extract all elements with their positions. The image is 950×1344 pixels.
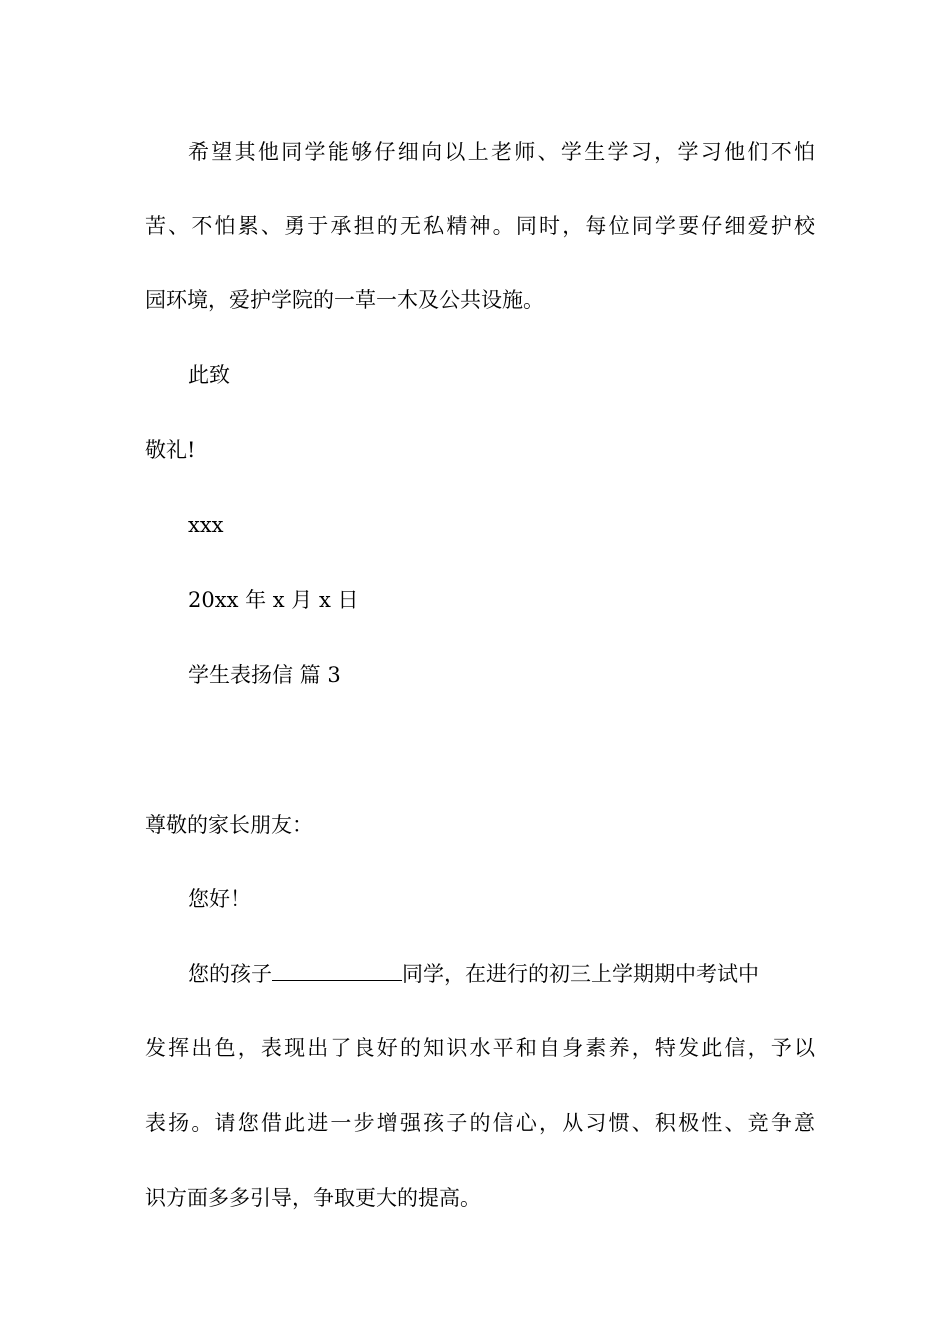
paragraph-2-line-2: 发挥出色，表现出了良好的知识水平和自身素养，特发此信，予以	[145, 1036, 815, 1060]
paragraph-1-line-1: 希望其他同学能够仔细向以上老师、学生学习，学习他们不怕	[188, 140, 815, 164]
signature: xxx	[188, 513, 224, 537]
paragraph-2-line-1-before: 您的孩子	[188, 962, 272, 986]
paragraph-2-line-1-after: 同学，在进行的初三上学期期中考试中	[402, 962, 759, 986]
closing-jing-li: 敬礼!	[145, 438, 196, 462]
greeting: 您好！	[188, 887, 251, 911]
closing-ci-zhi: 此致	[188, 363, 230, 387]
section-title: 学生表扬信 篇 3	[188, 663, 341, 687]
paragraph-2-line-1	[188, 958, 815, 989]
date: 20xx 年 x 月 x 日	[188, 588, 359, 612]
paragraph-1-line-3: 园环境，爱护学院的一草一木及公共设施。	[145, 288, 544, 312]
paragraph-1-line-2: 苦、不怕累、勇于承担的无私精神。同时，每位同学要仔细爱护校	[145, 214, 815, 238]
paragraph-2-line-3: 表扬。请您借此进一步增强孩子的信心，从习惯、积极性、竞争意	[145, 1111, 815, 1135]
salutation: 尊敬的家长朋友：	[145, 813, 313, 837]
paragraph-2-line-4: 识方面多多引导，争取更大的提高。	[145, 1186, 481, 1210]
student-name-blank	[272, 958, 402, 981]
